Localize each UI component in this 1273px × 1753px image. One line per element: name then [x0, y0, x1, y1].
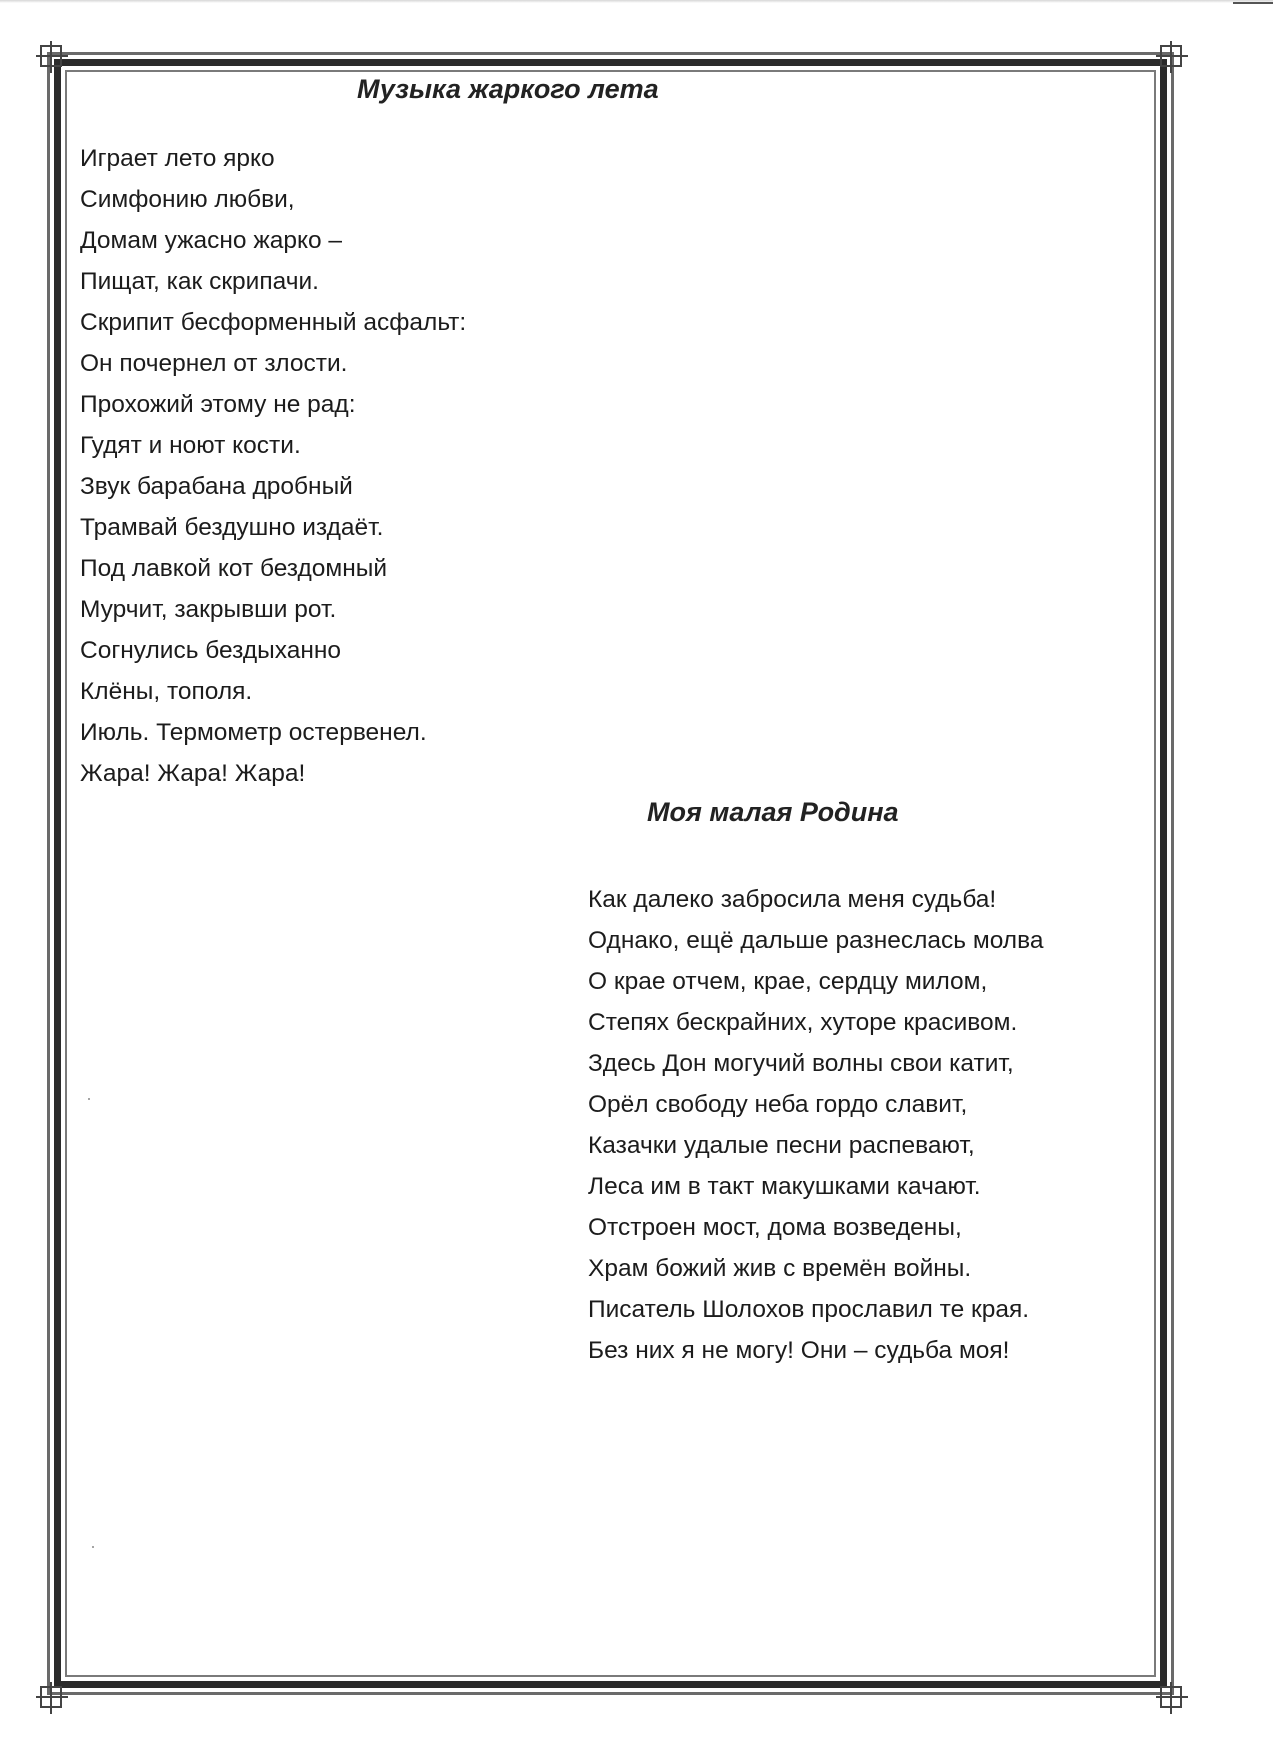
poem-line: Клёны, тополя. — [80, 678, 253, 705]
poem-text — [588, 879, 1043, 1371]
poem-line: Домам ужасно жарко – — [80, 227, 343, 254]
frame-corner-ornament — [40, 1686, 62, 1708]
poem-title: Моя малая Родина — [647, 797, 899, 827]
poem-line: Писатель Шолохов прославил те края. — [588, 1296, 1030, 1323]
poem-title: Музыка жаркого лета — [357, 74, 659, 104]
poem-line: Под лавкой кот бездомный — [80, 555, 388, 582]
poem-line: О крае отчем, крае, сердцу милом, — [588, 968, 988, 995]
poem-line: Однако, ещё дальше разнеслась молва — [588, 927, 1044, 954]
poem-line: Храм божий жив с времён войны. — [588, 1255, 972, 1282]
scan-speck — [92, 1546, 94, 1548]
poem-line: Он почернел от злости. — [80, 350, 348, 377]
scan-edge — [0, 0, 1273, 3]
poem-line: Скрипит бесформенный асфальт: — [80, 309, 467, 336]
poem-line: Леса им в такт макушками качают. — [588, 1173, 981, 1200]
frame-corner-ornament — [1160, 1686, 1182, 1708]
scan-mark — [1233, 2, 1273, 4]
poem-line: Казачки удалые песни распевают, — [588, 1132, 975, 1159]
poem-line: Отстроен мост, дома возведены, — [588, 1214, 962, 1241]
poem-line: Прохожий этому не рад: — [80, 391, 356, 418]
poem-line: Июль. Термометр остервенел. — [80, 719, 427, 746]
poem-line: Степях бескрайних, хуторе красивом. — [588, 1009, 1018, 1036]
poem-line: Здесь Дон могучий волны свои катит, — [588, 1050, 1014, 1077]
poem-line: Играет лето ярко — [80, 145, 275, 172]
frame-corner-ornament — [40, 45, 62, 67]
poem-line: Орёл свободу неба гордо славит, — [588, 1091, 968, 1118]
poem-line: Как далеко забросила меня судьба! — [588, 886, 997, 913]
poem-line: Симфонию любви, — [80, 186, 295, 213]
poem-line: Без них я не могу! Они – судьба моя! — [588, 1337, 1010, 1364]
poem-text — [80, 138, 466, 794]
poem-line: Жара! Жара! Жара! — [80, 760, 306, 787]
poem-line: Пищат, как скрипачи. — [80, 268, 319, 295]
poem-line: Согнулись бездыханно — [80, 637, 342, 664]
scan-speck — [88, 1098, 90, 1100]
frame-corner-ornament — [1160, 45, 1182, 67]
poem-line: Гудят и ноют кости. — [80, 432, 301, 459]
poem-line: Трамвай бездушно издаёт. — [80, 514, 384, 541]
poem-line: Звук барабана дробный — [80, 473, 353, 500]
poem-line: Мурчит, закрывши рот. — [80, 596, 337, 623]
